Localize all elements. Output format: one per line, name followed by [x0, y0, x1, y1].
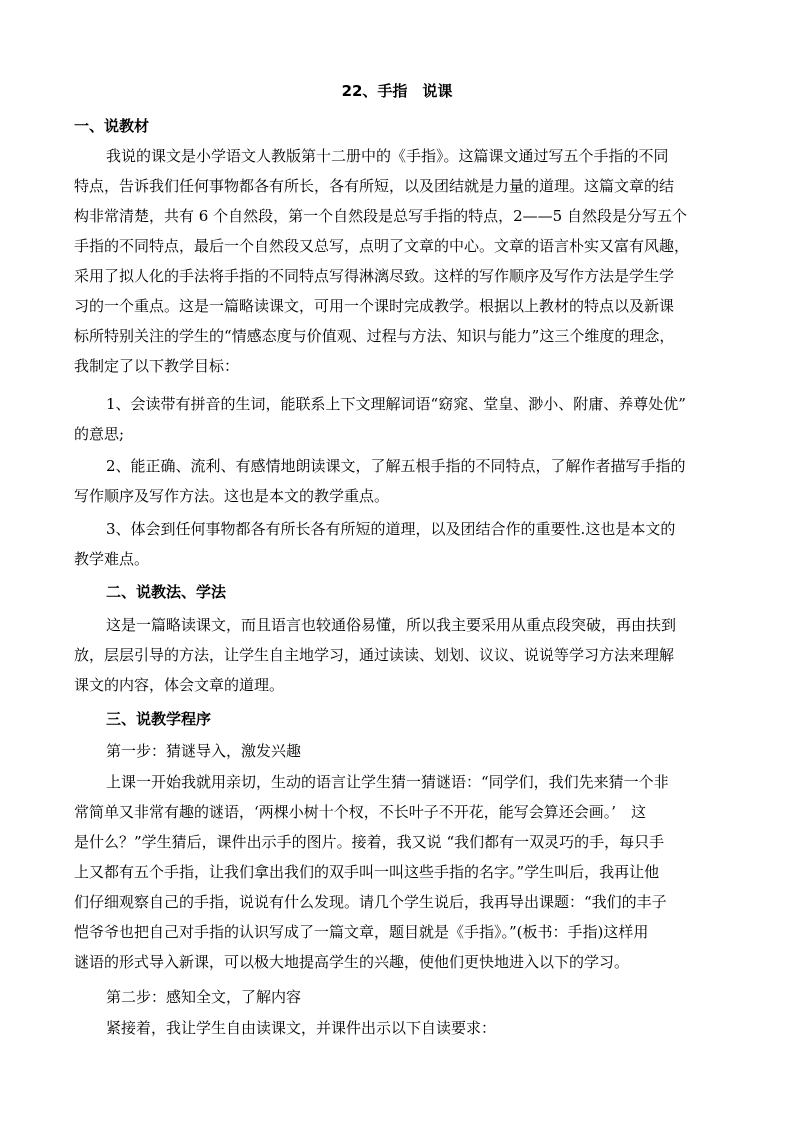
- section-heading-teaching-material: 一、说教材: [74, 117, 150, 135]
- paragraph-line: 上课一开始我就用亲切，生动的语言让学生猜一猜谜语：“同学们，我们先来猜一个非: [106, 773, 669, 791]
- document-title: 22、手指 说课: [341, 82, 453, 100]
- paragraph-line: 放，层层引导的方法，让学生自主地学习，通过读读、划划、议议、说说等学习方法来理解: [74, 646, 675, 664]
- paragraph-line: 恺爷爷也把自己对手指的认识写成了一篇文章，题目就是《手指》。”(板书：手指)这样用: [74, 923, 649, 941]
- paragraph-line: 是什么？”学生猜后，课件出示手的图片。接着，我又说 “我们都有一双灵巧的手，每只手: [74, 833, 665, 851]
- paragraph-line: 常简单又非常有趣的谜语，‘两棵小树十个杈，不长叶子不开花，能写会算还会画。’ 这: [74, 803, 647, 821]
- paragraph-line: 习的一个重点。这是一篇略读课文，可用一个课时完成教学。根据以上教材的特点以及新课: [74, 297, 675, 315]
- paragraph-line: 我说的课文是小学语文人教版第十二册中的《手指》。这篇课文通过写五个手指的不同: [106, 147, 669, 165]
- paragraph-line: 紧接着，我让学生自由读课文，并课件出示以下自读要求：: [106, 1019, 497, 1037]
- paragraph-line: 构非常清楚，共有 6 个自然段，第一个自然段是总写手指的特点，2——5 自然段是分写五个: [74, 207, 687, 225]
- paragraph-line: 谜语的形式导入新课，可以极大地提高学生的兴趣，使他们更快地进入以下的学习。: [74, 953, 630, 971]
- goal-line: 3、体会到任何事物都各有所长各有所短的道理，以及团结合作的重要性.这也是本文的: [106, 520, 676, 538]
- paragraph-line: 上又都有五个手指，让我们拿出我们的双手叫一叫这些手指的名字。”学生叫后，我再让他: [74, 863, 660, 881]
- paragraph-line: 课文的内容，体会文章的道理。: [74, 676, 285, 694]
- goal-line: 1、会读带有拼音的生词，能联系上下文理解词语“窈窕、堂皇、渺小、附庸、养尊处优”: [106, 395, 686, 413]
- goal-line: 2、能正确、流利、有感情地朗读课文，了解五根手指的不同特点，了解作者描写手指的: [106, 457, 686, 475]
- section-heading-procedure: 三、说教学程序: [106, 710, 212, 728]
- paragraph-line: 标所特别关注的学生的“情感态度与价值观、过程与方法、知识与能力”这三个维度的理念，: [74, 327, 675, 345]
- paragraph-line: 特点，告诉我们任何事物都各有所长，各有所短，以及团结就是力量的道理。这篇文章的结: [74, 177, 675, 195]
- goal-line: 写作顺序及写作方法。这也是本文的教学重点。: [74, 487, 390, 505]
- paragraph-line: 们仔细观察自己的手指，说说有什么发现。请几个学生说后，我再导出课题：“我们的丰子: [74, 893, 667, 911]
- goal-line: 教学难点。: [74, 550, 150, 568]
- step-heading: 第一步：猜谜导入，激发兴趣: [106, 742, 302, 760]
- paragraph-line: 这是一篇略读课文，而且语言也较通俗易懂，所以我主要采用从重点段突破，再由扶到: [106, 616, 677, 634]
- paragraph-line: 采用了拟人化的手法将手指的不同特点写得淋漓尽致。这样的写作顺序及写作方法是学生学: [74, 267, 675, 285]
- paragraph-line: 手指的不同特点，最后一个自然段又总写，点明了文章的中心。文章的语言朴实又富有风趣，: [74, 237, 690, 255]
- section-heading-methods: 二、说教法、学法: [106, 583, 227, 601]
- paragraph-line: 我制定了以下教学目标：: [74, 357, 240, 375]
- goal-line: 的意思;: [74, 425, 125, 443]
- step-heading: 第二步：感知全文，了解内容: [106, 988, 302, 1006]
